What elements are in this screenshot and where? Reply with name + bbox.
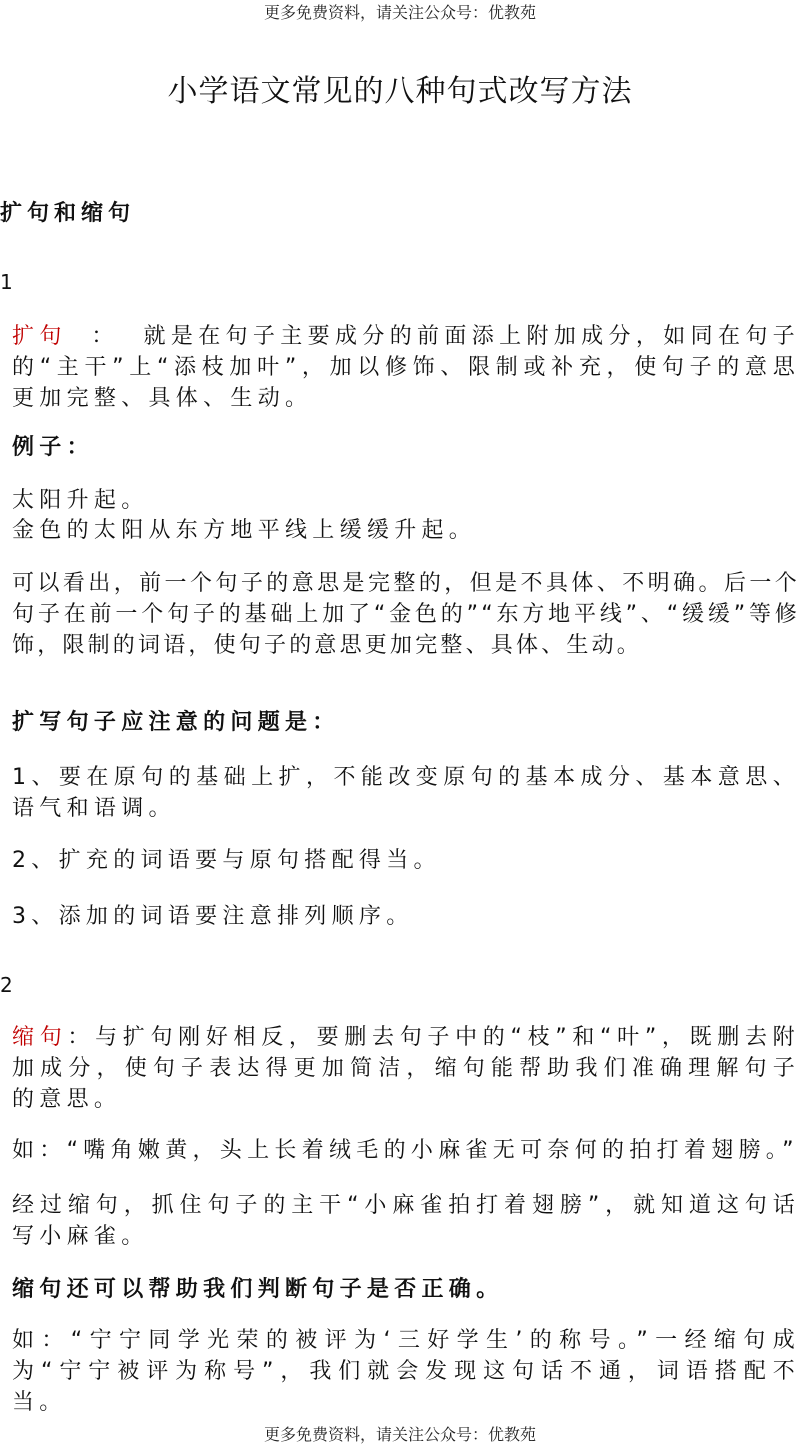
shrink-heading: 缩句还可以帮助我们判断句子是否正确。 [12, 1277, 504, 1302]
page-title: 小学语文常见的八种句式改写方法 [167, 74, 633, 109]
section-heading: 扩句和缩句 [0, 201, 136, 226]
shrink-definition [12, 1022, 800, 1115]
note-item-2: 2、扩充的词语要与原句搭配得当。 [12, 848, 441, 873]
notes-heading: 扩写句子应注意的问题是： [12, 710, 340, 735]
example-line-2: 金色的太阳从东方地平线上缓缓升起。 [12, 518, 477, 543]
example-heading: 例子： [12, 435, 94, 460]
shrink-example-2: 如：“宁宁同学光荣的被评为‘三好学生’的称号。”一经缩句成为“宁宁被评为称号”，我们就会发现这句话不通，词语搭配不当。 [12, 1328, 800, 1415]
shrink-example-1-note: 经过缩句，抓住句子的主干“小麻雀拍打着翅膀”，就知道这句话写小麻雀。 [12, 1193, 800, 1249]
page-footer: 更多免费资料，请关注公众号：优教苑 [263, 1425, 536, 1444]
expand-definition [12, 321, 800, 414]
page-header: 更多免费资料，请关注公众号：优教苑 [263, 3, 536, 22]
note-item-3: 3、添加的词语要注意排列顺序。 [12, 904, 414, 929]
note-item-1: 1、要在原句的基础上扩，不能改变原句的基本成分、基本意思、语气和语调。 [12, 765, 800, 821]
example-line-1: 太阳升起。 [12, 488, 149, 513]
term-expand: 扩句 [12, 324, 67, 349]
part-number-1: 1 [0, 270, 13, 294]
part-number-2: 2 [0, 973, 13, 997]
expand-definition-text: 就是在句子主要成分的前面添上附加成分，如同在句子的“主干”上“添枝加叶”，加以修饰、限制或补充，使句子的意思更加完整、具体、生动。 [12, 324, 800, 411]
example-explanation: 可以看出，前一个句子的意思是完整的，但是不具体、不明确。后一个句子在前一个句子的基础上加了“金色的”“东方地平线”、“缓缓”等修饰，限制的词语，使句子的意思更加完整、具体、生动。 [12, 571, 800, 658]
shrink-example-1: 如：“嘴角嫩黄，头上长着绒毛的小麻雀无可奈何的拍打着翅膀。” [12, 1138, 799, 1163]
shrink-definition-text: ：与扩句刚好相反，要删去句子中的“枝”和“叶”，既删去附加成分，使句子表达得更加简洁，缩句能帮助我们准确理解句子的意思。 [12, 1025, 800, 1112]
term-shrink: 缩句 [12, 1025, 68, 1050]
term-colon: ： [91, 324, 119, 349]
